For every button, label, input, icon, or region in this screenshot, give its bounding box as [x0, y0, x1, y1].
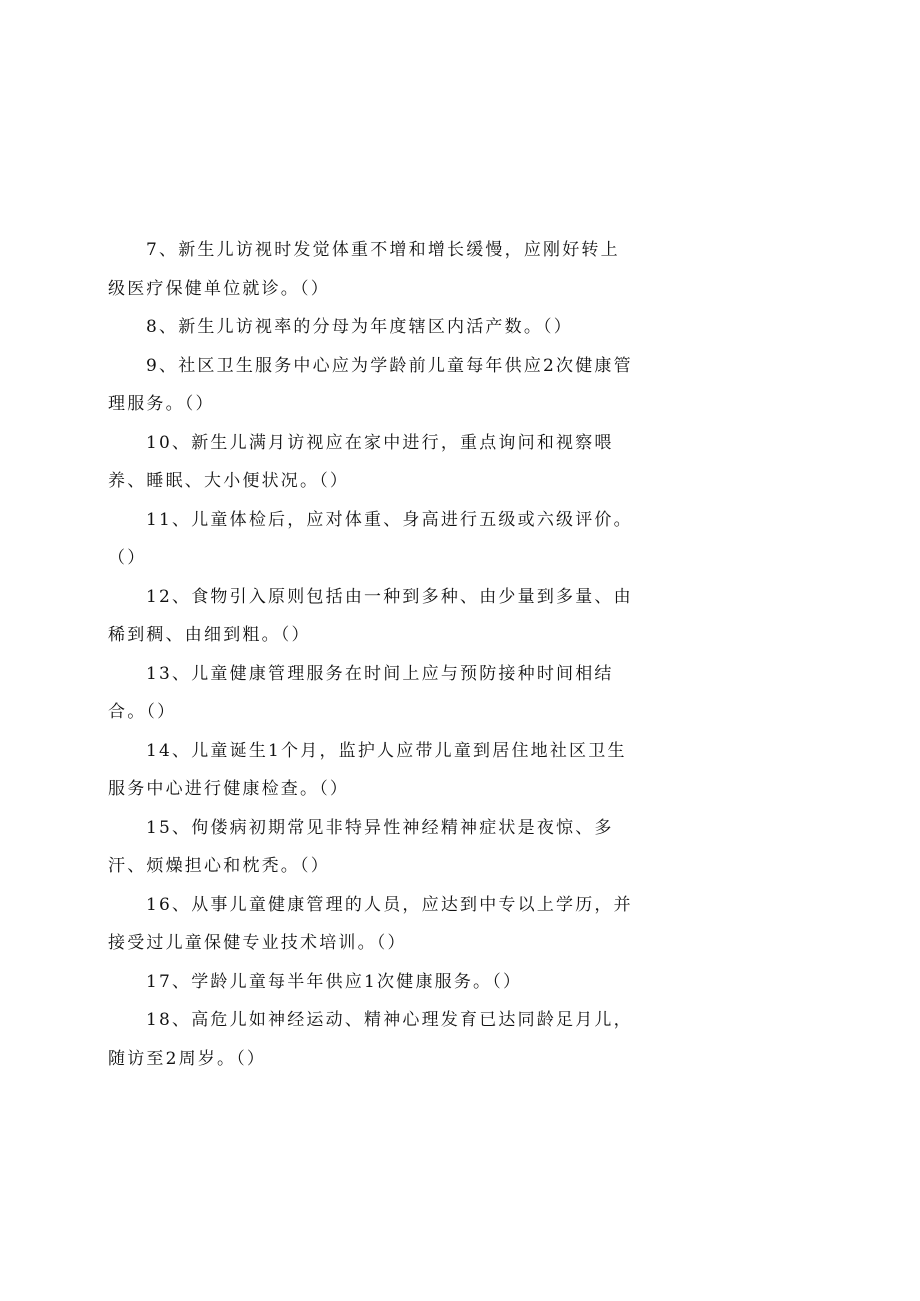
- question-item: 18、高危儿如神经运动、精神心理发育已达同龄足月儿，随访至2周岁。（）: [108, 1010, 633, 1069]
- question-item: 11、儿童体检后，应对体重、身高进行五级或六级评价。（）: [108, 509, 633, 568]
- question-item: 15、佝偻病初期常见非特异性神经精神症状是夜惊、多汗、烦燥担心和枕秃。（）: [108, 817, 614, 876]
- question-item: 9、社区卫生服务中心应为学龄前儿童每年供应2次健康管理服务。（）: [108, 355, 633, 414]
- question-list: [108, 231, 638, 1078]
- question-item: 16、从事儿童健康管理的人员，应达到中专以上学历，并接受过儿童保健专业技术培训。（）: [108, 894, 633, 953]
- question-item: 14、儿童诞生1个月，监护人应带儿童到居住地社区卫生服务中心进行健康检查。（）: [108, 740, 627, 799]
- question-item: 10、新生儿满月访视应在家中进行，重点询问和视察喂养、睡眠、大小便状况。（）: [108, 432, 614, 491]
- question-item: 7、新生儿访视时发觉体重不增和增长缓慢，应刚好转上级医疗保健单位就诊。（）: [108, 240, 620, 299]
- question-item: 12、食物引入原则包括由一种到多种、由少量到多量、由稀到稠、由细到粗。（）: [108, 586, 633, 645]
- question-item: 17、学龄儿童每半年供应1次健康服务。（）: [146, 971, 523, 992]
- question-item: 13、儿童健康管理服务在时间上应与预防接种时间相结合。（）: [108, 663, 614, 722]
- question-item: 8、新生儿访视率的分母为年度辖区内活产数。（）: [146, 317, 573, 337]
